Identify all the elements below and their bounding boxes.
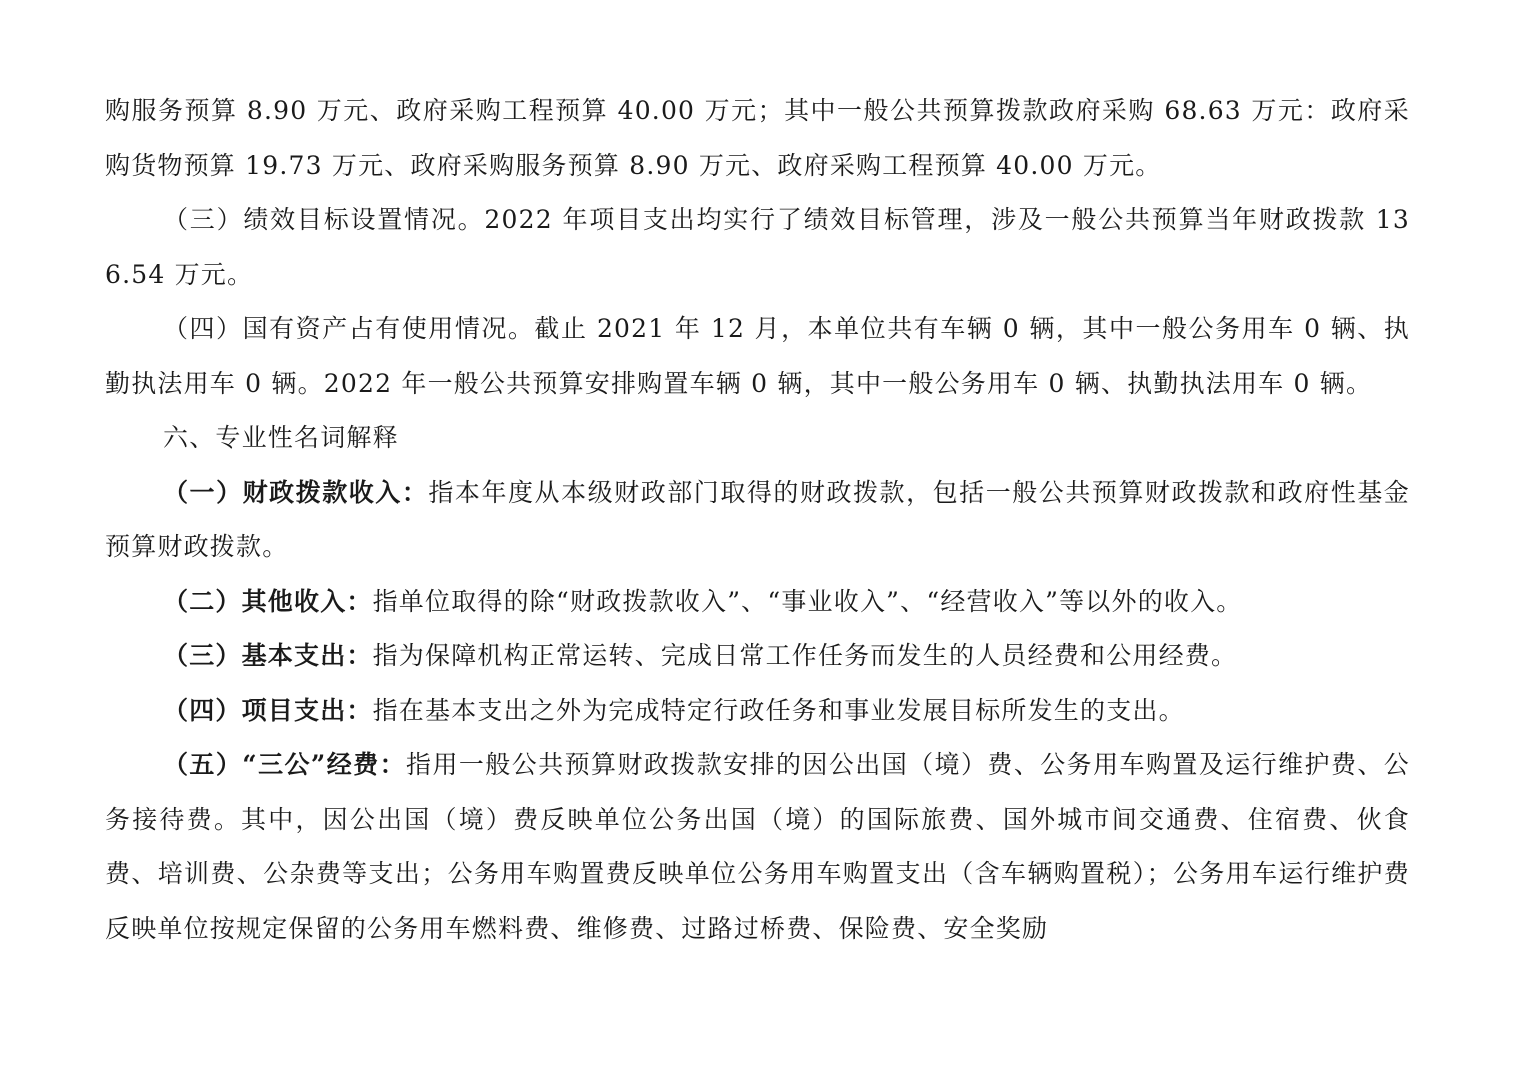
term-project-expenditure (105, 684, 1410, 739)
term-label: （五）“三公”经费： (163, 750, 407, 779)
term-definition: 指本年度从本级财政部门取得的财政拨款，包括一般公共预算财政拨款和政府性基金预算财政拨款。 (105, 477, 1410, 561)
term-definition: 指在基本支出之外为完成特定行政任务和事业发展目标所发生的支出。 (372, 695, 1185, 725)
section-heading-terms: 六、专业性名词解释 (163, 423, 399, 452)
term-other-income (105, 575, 1410, 630)
term-label: （二）其他收入： (163, 586, 373, 616)
term-definition: 指用一般公共预算财政拨款安排的因公出国（境）费、公务用车购置及运行维护费、公务接待费。其中，因公出国（境）费反映单位公务出国（境）的国际旅费、国外城市间交通费、住宿费、伙食费、培训费、公杂费等支出；公务用车购置费反映单位公务用车购置支出（含车辆购置税）；公务用车运行维护费反映单位按规定保留的公务用车燃料费、维修费、过路过桥费、保险费、安全奖励 (105, 750, 1410, 943)
paragraph-procurement-continued: 购服务预算 8.90 万元、政府采购工程预算 40.00 万元；其中一般公共预算拨款政府采购 68.63 万元：政府采购货物预算 19.73 万元、政府采购服务预算 8.90 万元、政府采购工程预算 40.00 万元。 (105, 96, 1410, 180)
term-fiscal-appropriation (105, 466, 1410, 575)
term-definition: 指为保障机构正常运转、完成日常工作任务而发生的人员经费和公用经费。 (372, 641, 1238, 670)
term-three-public-expenses (105, 738, 1410, 956)
term-basic-expenditure (105, 629, 1410, 684)
paragraph-performance-goals: （三）绩效目标设置情况。2022 年项目支出均实行了绩效目标管理，涉及一般公共预算当年财政拨款 136.54 万元。 (105, 205, 1410, 289)
term-label: （一）财政拨款收入： (163, 477, 429, 507)
paragraph-state-assets: （四）国有资产占有使用情况。截止 2021 年 12 月，本单位共有车辆 0 辆，其中一般公务用车 0 辆、执勤执法用车 0 辆。2022 年一般公共预算安排购置车辆 0 辆，其中一般公务用车 0 辆、执勤执法用车 0 辆。 (105, 314, 1410, 398)
document-page (105, 84, 1410, 956)
term-label: （三）基本支出： (163, 641, 373, 670)
term-definition: 指单位取得的除“财政拨款收入”、“事业收入”、“经营收入”等以外的收入。 (372, 586, 1243, 616)
term-label: （四）项目支出： (163, 695, 373, 725)
